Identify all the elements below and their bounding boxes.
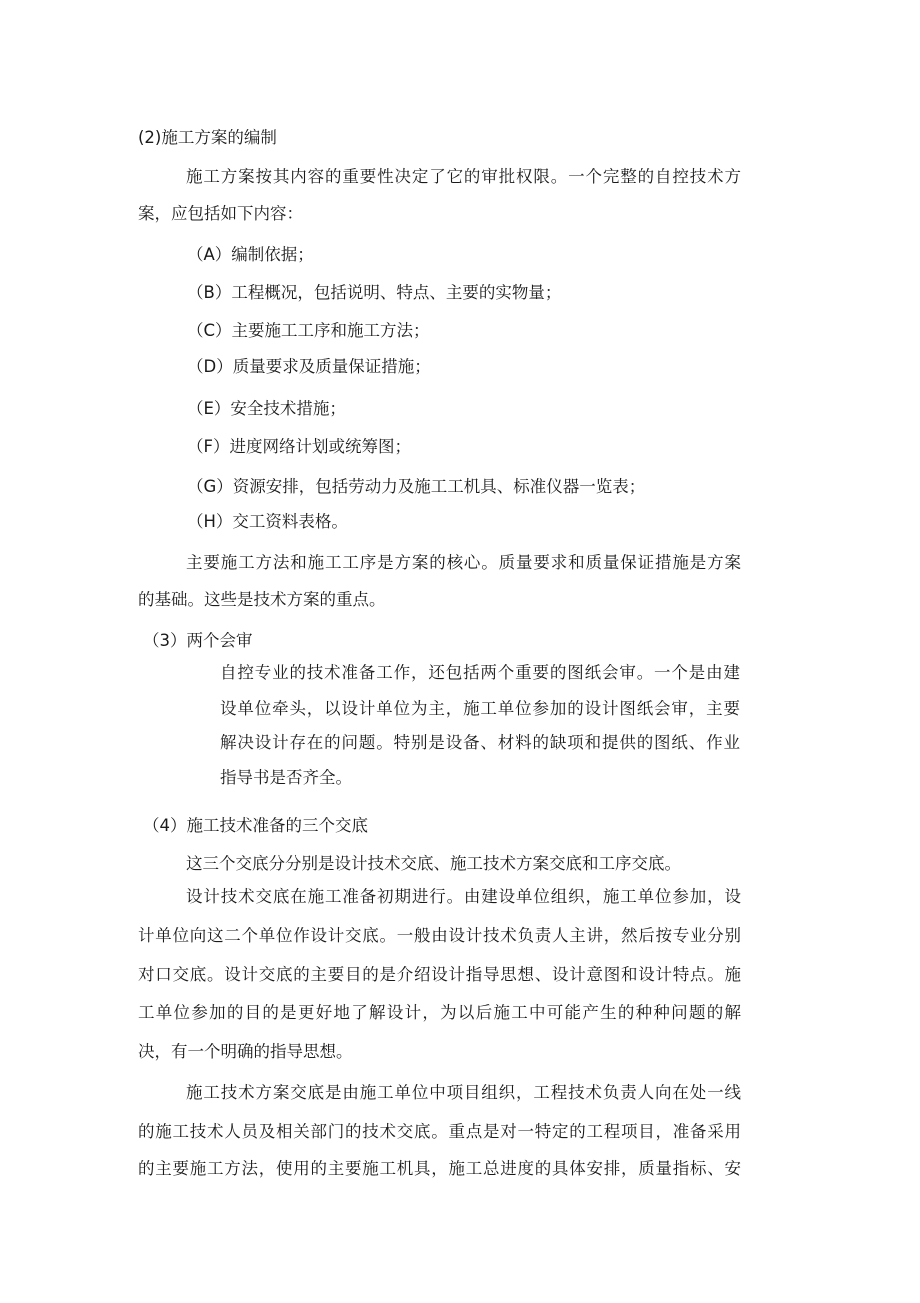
list-item: （C）主要施工工序和施工方法；	[187, 321, 430, 340]
paragraph-line: 的基础。这些是技术方案的重点。	[138, 590, 386, 609]
list-item: （F）进度网络计划或统筹图；	[187, 437, 411, 456]
paragraph-line: 的主要施工方法，使用的主要施工机具，施工总进度的具体安排，质量指标、安	[138, 1159, 741, 1178]
paragraph-line: 这三个交底分分别是设计技术交底、施工技术方案交底和工序交底。	[186, 854, 681, 873]
section-2-heading: (2)施工方案的编制	[138, 128, 277, 147]
paragraph-line: 工单位参加的目的是更好地了解设计，为以后施工中可能产生的种种问题的解	[138, 1003, 741, 1022]
paragraph-line: 对口交底。设计交底的主要目的是介绍设计指导思想、设计意图和设计特点。施	[138, 965, 741, 984]
paragraph-line: 案，应包括如下内容：	[138, 204, 303, 223]
section-4-heading: （4）施工技术准备的三个交底	[143, 816, 368, 835]
paragraph-line: 指导书是否齐全。	[220, 768, 352, 787]
list-item: （B）工程概况，包括说明、特点、主要的实物量；	[187, 283, 562, 302]
paragraph-line: 决，有一个明确的指导思想。	[138, 1042, 353, 1061]
paragraph-line: 自控专业的技术准备工作，还包括两个重要的图纸会审。一个是由建	[220, 663, 740, 682]
paragraph-line: 主要施工方法和施工工序是方案的核心。质量要求和质量保证措施是方案	[186, 553, 741, 572]
list-item: （A）编制依据；	[187, 245, 314, 264]
list-item: （D）质量要求及质量保证措施；	[187, 357, 431, 376]
paragraph-line: 设计技术交底在施工准备初期进行。由建设单位组织，施工单位参加，设	[186, 887, 741, 906]
paragraph-line: 施工技术方案交底是由施工单位中项目组织，工程技术负责人向在处一线	[186, 1083, 741, 1102]
list-item: （G）资源安排，包括劳动力及施工工机具、标准仪器一览表；	[187, 477, 646, 496]
paragraph-line: 的施工技术人员及相关部门的技术交底。重点是对一特定的工程项目，准备采用	[138, 1122, 741, 1141]
paragraph-line: 设单位牵头，以设计单位为主，施工单位参加的设计图纸会审，主要	[220, 699, 740, 718]
paragraph-line: 计单位向这二个单位作设计交底。一般由设计技术负责人主讲，然后按专业分别	[138, 926, 741, 945]
list-item: （H）交工资料表格。	[187, 512, 348, 531]
paragraph-line: 施工方案按其内容的重要性决定了它的审批权限。一个完整的自控技术方	[186, 167, 741, 186]
section-3-heading: （3）两个会审	[143, 631, 253, 650]
list-item: （E）安全技术措施；	[187, 399, 346, 418]
paragraph-line: 解决设计存在的问题。特别是设备、材料的缺项和提供的图纸、作业	[220, 733, 740, 752]
